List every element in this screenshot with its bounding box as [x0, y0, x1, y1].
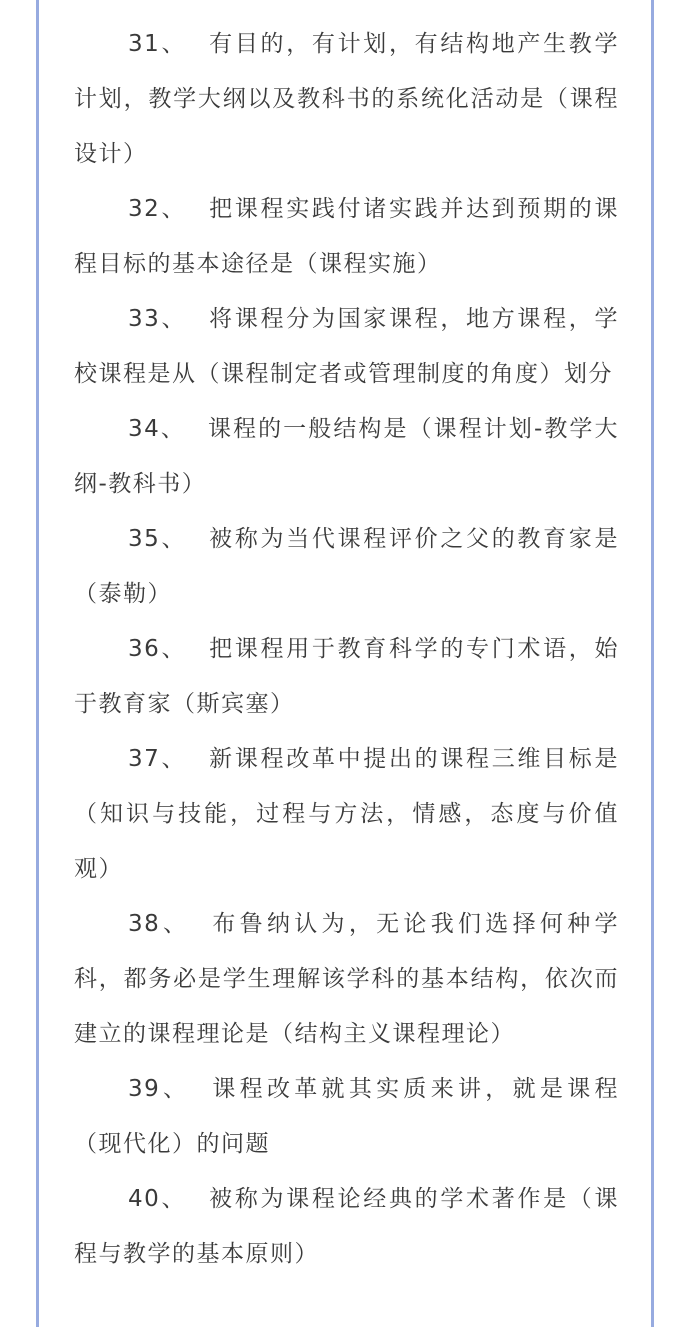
item-text: 将课程分为国家课程，地方课程，学校课程是从（课程制定者或管理制度的角度）划分 [74, 306, 619, 387]
list-item [74, 622, 619, 732]
question-list [74, 17, 619, 1282]
item-text: 被称为当代课程评价之父的教育家是（泰勒） [74, 526, 619, 607]
list-item [74, 732, 619, 897]
item-number: 39、 [128, 1076, 191, 1102]
item-number: 38、 [128, 911, 191, 937]
item-text: 有目的，有计划，有结构地产生教学计划，教学大纲以及教科书的系统化活动是（课程设计） [74, 31, 619, 167]
list-item [74, 182, 619, 292]
left-border-line [36, 0, 39, 1327]
item-text: 把课程用于教育科学的专门术语，始于教育家（斯宾塞） [74, 636, 619, 717]
item-text: 被称为课程论经典的学术著作是（课程与教学的基本原则） [74, 1186, 619, 1267]
item-number: 35、 [128, 526, 188, 552]
item-number: 34、 [128, 416, 186, 442]
item-number: 36、 [128, 636, 188, 662]
right-border-line [651, 0, 654, 1327]
list-item [74, 402, 619, 512]
item-number: 33、 [128, 306, 188, 332]
item-number: 40、 [128, 1186, 188, 1212]
list-item [74, 897, 619, 1062]
item-text: 课程改革就其实质来讲，就是课程（现代化）的问题 [74, 1076, 619, 1157]
item-number: 37、 [128, 746, 188, 772]
item-number: 31、 [128, 31, 188, 57]
item-text: 布鲁纳认为，无论我们选择何种学科，都务必是学生理解该学科的基本结构，依次而建立的课程理论是（结构主义课程理论） [74, 911, 619, 1047]
item-text: 把课程实践付诸实践并达到预期的课程目标的基本途径是（课程实施） [74, 196, 619, 277]
list-item [74, 292, 619, 402]
list-item [74, 1062, 619, 1172]
list-item [74, 1172, 619, 1282]
item-text: 课程的一般结构是（课程计划-教学大纲-教科书） [74, 416, 619, 497]
item-number: 32、 [128, 196, 188, 222]
item-text: 新课程改革中提出的课程三维目标是（知识与技能，过程与方法，情感，态度与价值观） [74, 746, 619, 882]
list-item [74, 512, 619, 622]
list-item [74, 17, 619, 182]
